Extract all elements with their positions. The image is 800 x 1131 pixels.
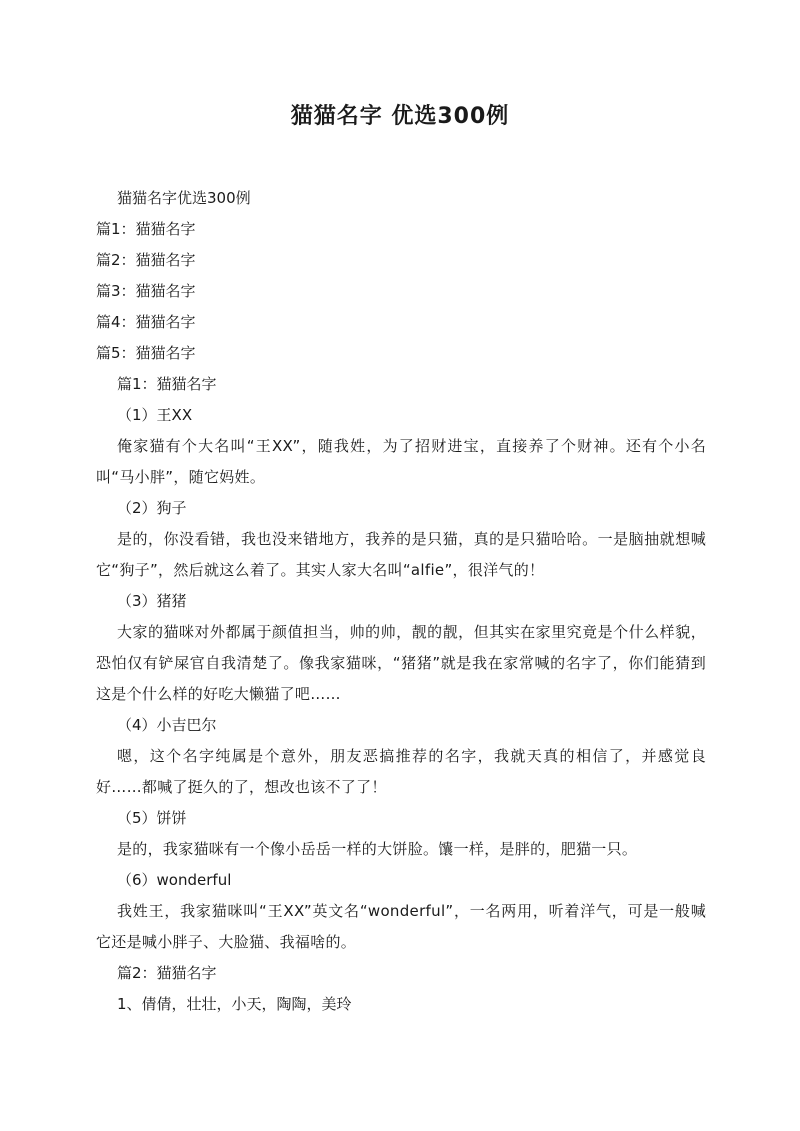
subtitle-line: 猫猫名字优选300例 [117,189,251,207]
item-heading: （5）饼饼 [117,809,187,827]
toc-item: 篇1：猫猫名字 [96,220,196,238]
toc-item: 篇5：猫猫名字 [96,344,196,362]
section-heading: 篇1：猫猫名字 [117,375,217,393]
document-title: 猫猫名字 优选300例 [290,104,510,129]
document-body [96,183,706,1020]
paragraph: 俺家猫有个大名叫“王XX”，随我姓，为了招财进宝，直接养了个财神。还有个小名叫“马小胖”，随它妈姓。 [96,437,706,486]
paragraph: 是的，你没看错，我也没来错地方，我养的是只猫，真的是只猫哈哈。一是脑抽就想喊它“狗子”，然后就这么着了。其实人家大名叫“alfie”，很洋气的！ [96,530,706,579]
paragraph: 是的，我家猫咪有一个像小岳岳一样的大饼脸。馕一样，是胖的，肥猫一只。 [117,840,638,858]
toc-item: 篇3：猫猫名字 [96,282,196,300]
paragraph: 我姓王，我家猫咪叫“王XX”英文名“wonderful”，一名两用，听着洋气，可是一般喊它还是喊小胖子、大脸猫、我福啥的。 [96,902,706,951]
paragraph: 嗯，这个名字纯属是个意外，朋友恶搞推荐的名字，我就天真的相信了，并感觉良好……都喊了挺久的了，想改也该不了了！ [96,747,706,796]
toc-item: 篇2：猫猫名字 [96,251,196,269]
section-heading: 篇2：猫猫名字 [117,964,217,982]
item-heading: （1）王XX [117,406,193,424]
paragraph: 大家的猫咪对外都属于颜值担当，帅的帅，靓的靓，但其实在家里究竟是个什么样貌，恐怕仅有铲屎官自我清楚了。像我家猫咪，“猪猪”就是我在家常喊的名字了，你们能猜到这是个什么样的好吃大懒猫了吧…… [96,623,706,703]
item-heading: （6）wonderful [117,871,232,889]
toc-item: 篇4：猫猫名字 [96,313,196,331]
list-item: 1、倩倩，壮壮，小天，陶陶，美玲 [117,995,352,1013]
item-heading: （3）猪猪 [117,592,187,610]
item-heading: （2）狗子 [117,499,187,517]
item-heading: （4）小吉巴尔 [117,716,217,734]
